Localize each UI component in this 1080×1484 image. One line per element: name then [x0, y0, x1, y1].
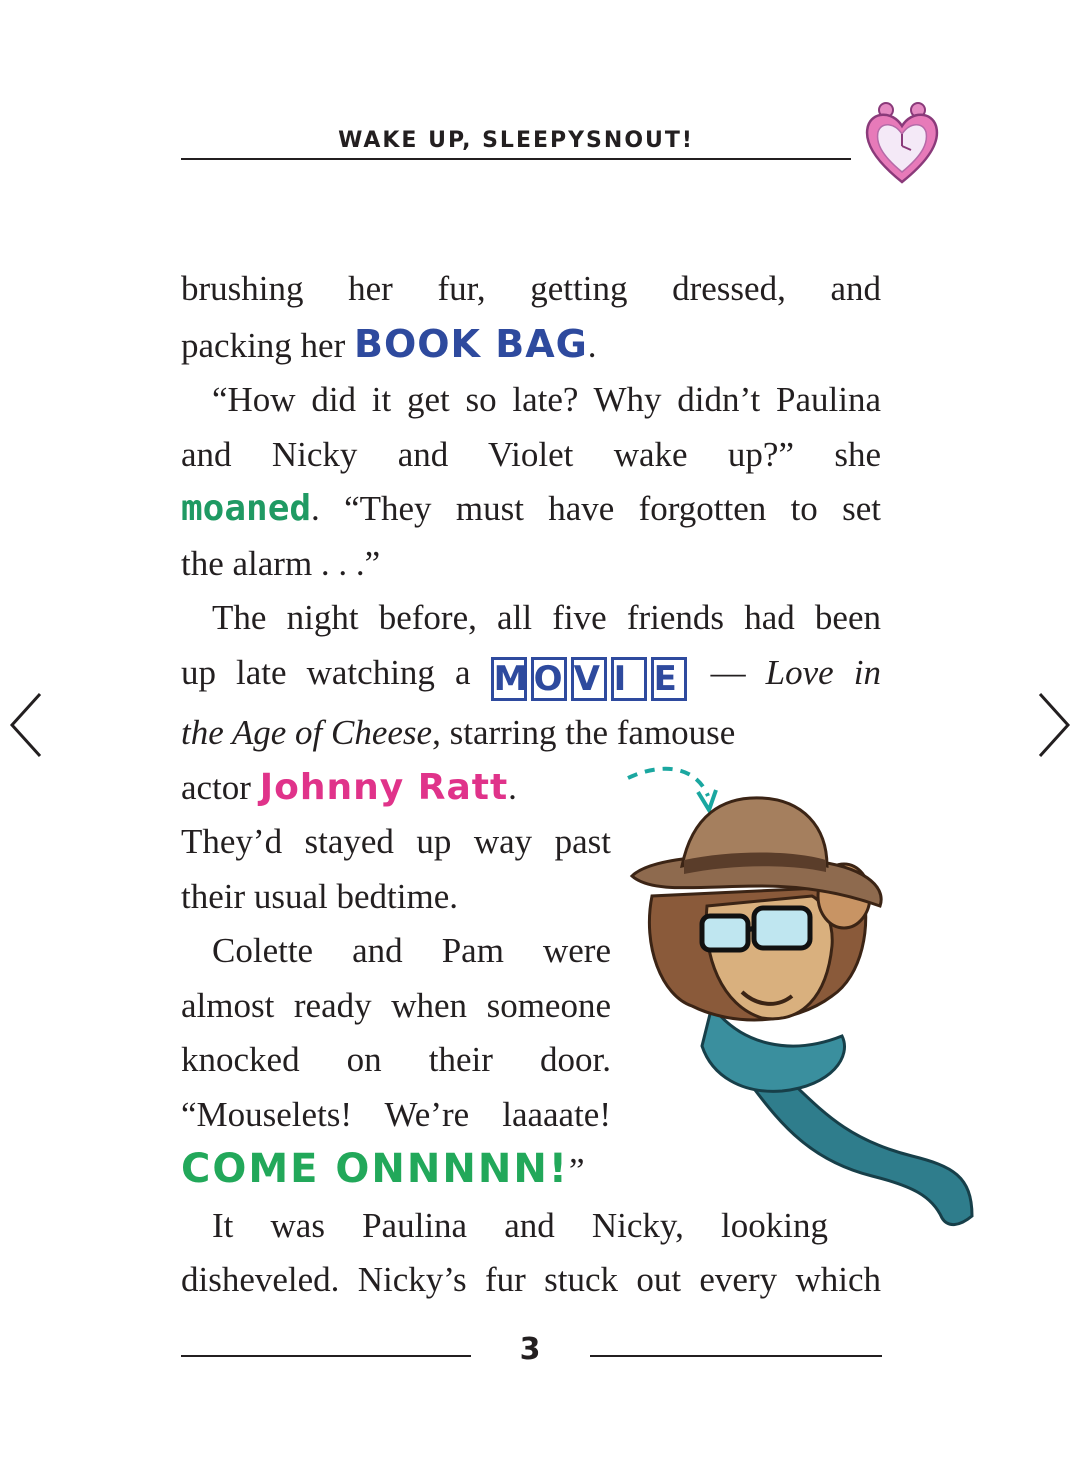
- movie-word: [491, 652, 691, 707]
- text-span: ”: [569, 1151, 585, 1190]
- come-on-shout: COME ONNNNN!: [181, 1146, 570, 1192]
- text-line: [181, 428, 881, 483]
- johnny-ratt-illustration: [612, 756, 992, 1236]
- text-span: —: [690, 652, 766, 692]
- text-line: [181, 815, 611, 870]
- text-line: [181, 1033, 611, 1088]
- movie-letter: I: [611, 657, 647, 701]
- text-span: “How did it get so late? Why didn’t Paulina: [212, 380, 881, 419]
- movie-title-part: Love in: [765, 652, 881, 692]
- footer-divider-left: [181, 1355, 471, 1357]
- text-span: packing her: [181, 325, 354, 365]
- text-line: [181, 317, 881, 374]
- text-span: up late watching a: [181, 652, 491, 692]
- footer-divider-right: [590, 1355, 882, 1357]
- text-line: [181, 482, 881, 537]
- text-line: [181, 1253, 881, 1308]
- page-number: 3: [519, 1332, 541, 1367]
- chevron-right-icon[interactable]: [1034, 690, 1074, 760]
- text-span: almost ready when someone: [181, 985, 611, 1025]
- text-span: disheveled. Nicky’s fur stuck out every which: [181, 1260, 881, 1299]
- text-line: [181, 537, 881, 592]
- text-span: and Nicky and Violet wake up?” she: [181, 434, 881, 474]
- text-line: [181, 706, 881, 761]
- text-span: “Mouselets! We’re laaaate!: [181, 1094, 611, 1134]
- moaned-word: moaned: [181, 488, 312, 529]
- text-line: [181, 924, 611, 979]
- text-span: They’d stayed up way past: [181, 822, 611, 861]
- running-header: [181, 118, 851, 162]
- johnny-ratt-name: Johnny Ratt: [259, 766, 509, 808]
- text-span: their usual bedtime.: [181, 876, 459, 916]
- movie-letter: E: [651, 657, 687, 701]
- text-span: Colette and Pam were: [212, 931, 611, 970]
- text-span: It was Paulina and Nicky, looking: [212, 1205, 828, 1245]
- text-span: the alarm . . .”: [181, 543, 381, 583]
- movie-letter: O: [531, 657, 567, 701]
- text-line: [181, 646, 881, 707]
- text-span: .: [508, 767, 517, 807]
- text-span: . “They must have forgotten to set: [311, 489, 881, 528]
- text-span: brushing her fur, getting dressed, and: [181, 269, 881, 308]
- movie-title-part: the Age of Cheese: [181, 713, 433, 752]
- text-line: [181, 1088, 611, 1143]
- chevron-left-icon[interactable]: [6, 690, 46, 760]
- text-span: actor: [181, 767, 260, 807]
- text-line: [181, 870, 611, 925]
- chapter-title: WAKE UP, SLEEPYSNOUT!: [338, 128, 694, 153]
- text-line: [181, 979, 611, 1034]
- movie-letter: V: [571, 657, 607, 701]
- movie-letter: M: [491, 657, 527, 701]
- text-span: knocked on their door.: [181, 1040, 611, 1079]
- text-line: [181, 373, 881, 428]
- header-divider: [181, 158, 851, 160]
- book-bag-word: BOOK BAG: [353, 321, 588, 366]
- text-span: , starring the famouse: [432, 713, 736, 752]
- text-span: The night before, all five friends had been: [212, 598, 881, 637]
- text-span: .: [587, 325, 597, 365]
- text-line: [181, 591, 881, 646]
- heart-alarm-clock-icon: [862, 98, 942, 186]
- text-line: [181, 262, 881, 317]
